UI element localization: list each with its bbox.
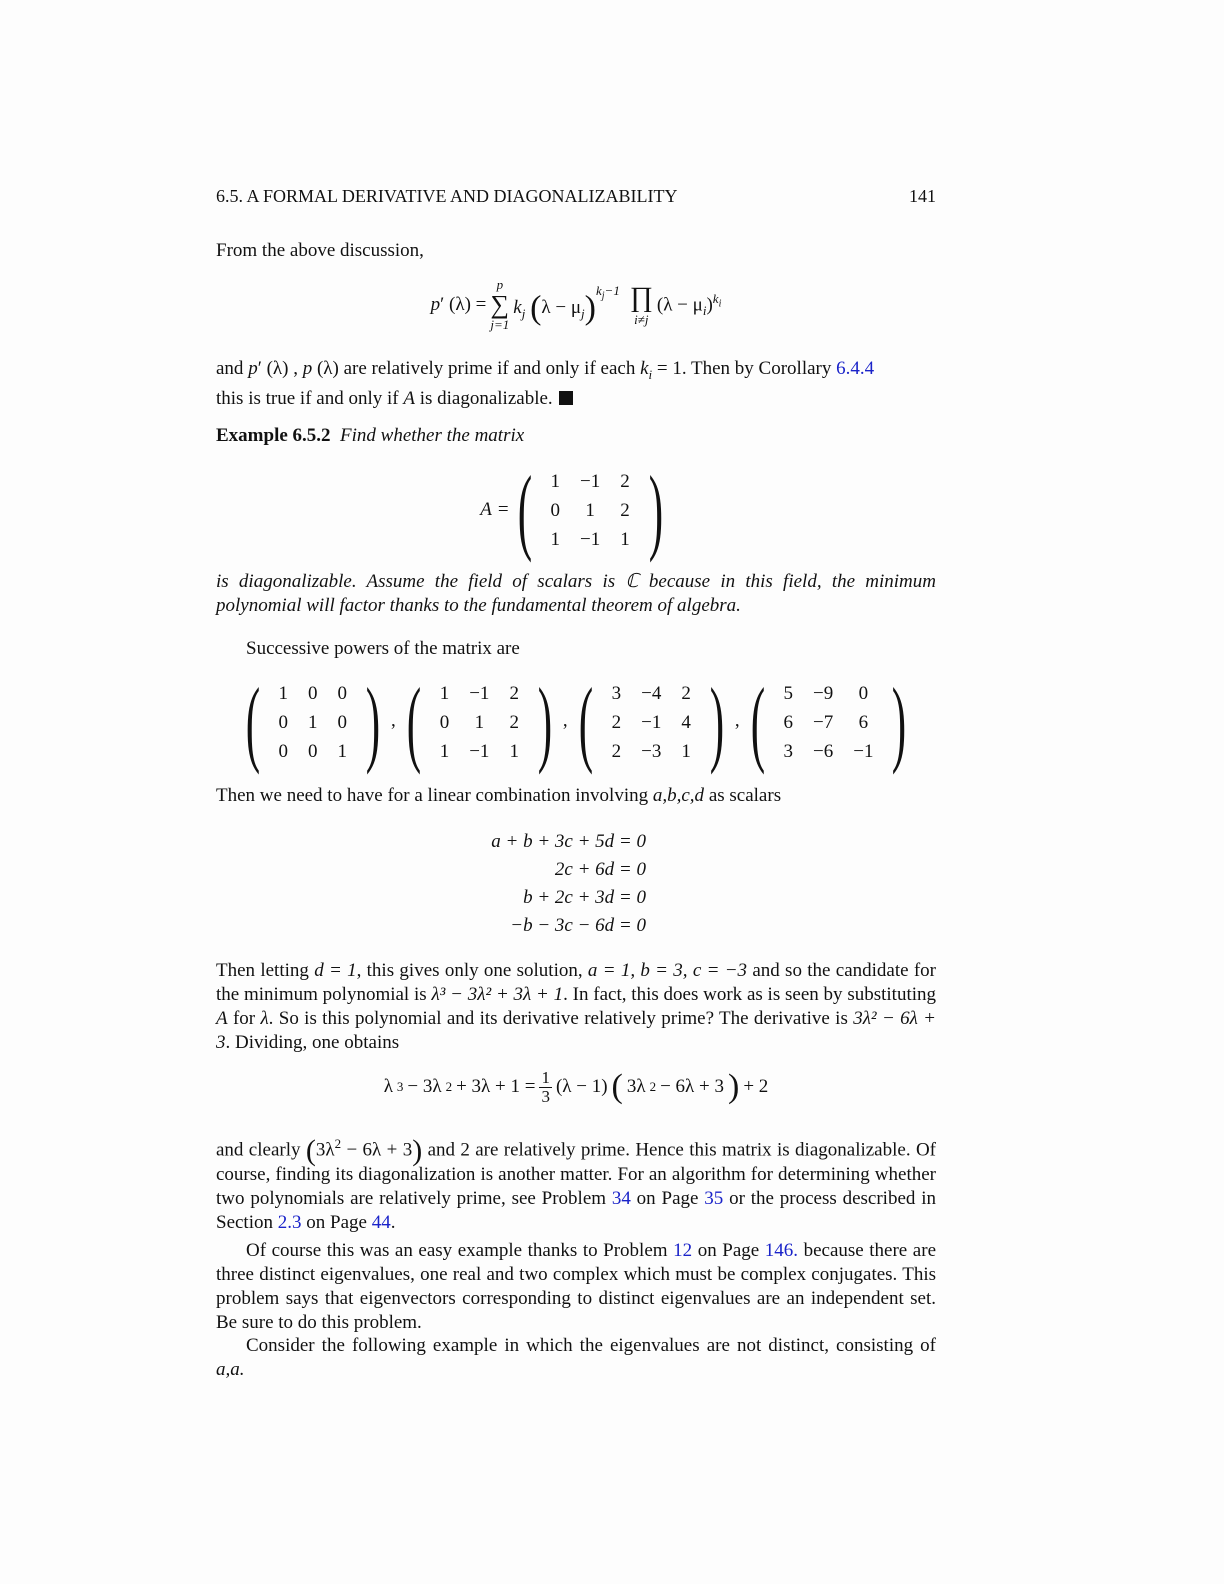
- matrix-power-1-cell: 1: [439, 682, 450, 704]
- matrix-power-2-cell: −1: [641, 711, 662, 733]
- matrix-A-cell: 1: [550, 528, 561, 550]
- example-statement: is diagonalizable. Assume the field of scalars is ℂ because in this field, the minimum polynomial will factor thanks to the fundamental theorem of algebra.: [216, 571, 936, 616]
- matrix-power-1-cell: 1: [474, 711, 485, 733]
- inline-math: 3λ² − 6λ + 3: [216, 1008, 937, 1053]
- separator-comma: ,: [734, 710, 740, 732]
- matrix-power-3-row: [774, 679, 884, 708]
- matrix-power-1-row: [430, 708, 529, 737]
- text-run: for: [227, 1008, 261, 1029]
- matrix-power-0-cell: 0: [337, 682, 348, 704]
- matrix-power-3-cell: 5: [783, 682, 794, 704]
- matrix-power-3-cell: 3: [783, 740, 794, 762]
- paragraph-relatively-prime: and p′ (λ) , p (λ) are relatively prime if and only if each $k_i = 1$. Then by Corollary 6.4.4 this is true if and only if A is diagonalizable.: [216, 358, 875, 409]
- paragraph-powers: Successive powers of the matrix are: [246, 638, 520, 659]
- system-equation: b + 2c + 3d = 0: [523, 887, 646, 908]
- text-run: . Dividing, one obtains: [225, 1032, 400, 1053]
- matrix-power-1: ( 1 −1 2 0 1 2 1 −1 1 ): [406, 668, 553, 775]
- matrix-A: [541, 467, 640, 554]
- separator-comma: ,: [391, 710, 396, 732]
- matrix-power-2-cell: 2: [611, 740, 622, 762]
- matrix-A-cell: 0: [550, 499, 561, 521]
- matrix-power-2-row: [602, 679, 701, 708]
- matrix-power-1-row: [430, 679, 529, 708]
- text-run: . In fact, this does work as is seen by substituting: [563, 984, 936, 1005]
- separator-comma: ,: [562, 710, 568, 732]
- matrix-power-0-cell: 0: [337, 711, 348, 733]
- link-problem-34[interactable]: 34: [611, 1187, 631, 1209]
- matrix-power-0-cell: 1: [308, 711, 318, 733]
- matrix-A-row: [541, 525, 640, 554]
- matrix-power-0-cell: 1: [278, 682, 289, 704]
- matrix-power-3-cell: −9: [813, 682, 834, 704]
- matrix-power-1-cell: 1: [439, 740, 450, 762]
- link-page-146[interactable]: 146.: [764, 1240, 799, 1261]
- matrix-power-2-cell: 4: [681, 711, 691, 733]
- matrix-power-3-cell: −7: [813, 711, 834, 733]
- link-page-35[interactable]: 35: [704, 1187, 724, 1209]
- system-equation: 2c + 6d = 0: [554, 859, 646, 880]
- inline-math: λ: [260, 1008, 269, 1029]
- matrix-power-3: ( 5 −9 0 6 −7 6 3 −6 −1 ): [750, 668, 907, 775]
- inline-math: a = 1, b = 3, c = −3: [587, 960, 748, 981]
- system-equation: −b − 3c − 6d = 0: [510, 915, 646, 936]
- matrix-A-cell: 1: [620, 528, 630, 550]
- matrix-power-2-cell: 3: [611, 682, 622, 704]
- matrix-powers: [216, 668, 936, 775]
- link-problem-12[interactable]: 12: [673, 1240, 693, 1261]
- matrix-A-cell: −1: [580, 528, 601, 550]
- matrix-power-0-cell: 1: [337, 740, 348, 762]
- text-run: . So is this polynomial and its derivative relatively prime? The derivative is: [268, 1008, 854, 1029]
- matrix-power-1-row: [430, 737, 529, 766]
- matrix-A-row: [541, 467, 640, 496]
- matrix-power-1-cell: 2: [509, 682, 519, 704]
- matrix-power-1-cell: −1: [469, 740, 490, 762]
- matrix-power-1-cell: 2: [509, 711, 519, 733]
- matrix-power-3-cell: 6: [858, 711, 869, 733]
- matrix-power-0-row: [269, 708, 358, 737]
- matrix-power-2-cell: 2: [681, 682, 691, 704]
- running-header: [216, 186, 936, 207]
- matrix-power-0-cell: 0: [308, 740, 318, 762]
- matrix-power-0-cell: 0: [278, 711, 289, 733]
- matrix-power-1-cell: 1: [509, 740, 519, 762]
- qed-symbol: [559, 391, 573, 405]
- matrix-A-cell: 2: [620, 499, 630, 521]
- matrix-power-2-cell: 1: [681, 740, 691, 762]
- matrix-A-row: [541, 496, 640, 525]
- matrix-power-0-row: [269, 679, 358, 708]
- matrix-A-cell: 2: [620, 470, 630, 492]
- matrix-power-3-cell: −1: [853, 740, 874, 762]
- paragraph-easy-example: Of course this was an easy example thanks to Problem 12 on Page 146. because there are three distinct eigenvalues, one real and two complex which must be complex conjugates. This problem says that eigenvectors corresponding to distinct eigenvalues are an independent set. Be sure to do this problem.: [216, 1240, 937, 1333]
- matrix-power-3-cell: 6: [783, 711, 794, 733]
- matrix-power-0-cell: 0: [308, 682, 318, 704]
- inline-math: A: [216, 1008, 228, 1029]
- matrix-power-2-cell: −4: [641, 682, 662, 704]
- system-equation: a + b + 3c + 5d = 0: [491, 831, 646, 852]
- link-section-2-3[interactable]: 2.3: [277, 1211, 302, 1233]
- matrix-power-0-cell: 0: [278, 740, 289, 762]
- matrix-power-3-cell: −6: [813, 740, 834, 762]
- matrix-power-3-row: [774, 737, 884, 766]
- paragraph-conclusion: and clearly $(3\lambda^2 - 6\lambda + 3)$ and 2 are relatively prime. Hence this matrix is diagonalizable. Of course, finding its diagonalization is another matter. For an algorithm for determining whether two polynomials are relatively prime, see Problem 34 on Page 35 or the process described in Section 2.3 on Page 44.: [216, 1133, 936, 1233]
- matrix-power-1-cell: −1: [469, 682, 490, 704]
- matrix-power-0: ( 1 0 0 0 1 0 0 0 1 ): [245, 668, 381, 775]
- matrix-power-3-row: [774, 708, 884, 737]
- matrix-A-equation: A = ( 1 −1 2 0 1 2 1 −1 1 ): [480, 456, 663, 563]
- link-page-44[interactable]: 44: [371, 1211, 391, 1233]
- matrix-power-2-row: [602, 737, 701, 766]
- matrix-power-1-cell: 0: [439, 711, 450, 733]
- paragraph-intro: From the above discussion,: [216, 240, 424, 261]
- matrix-power-2-cell: −3: [641, 740, 662, 762]
- example-heading: Example 6.5.2 Find whether the matrix: [216, 425, 525, 446]
- text-run: and so the candidate for the minimum polynomial is: [216, 960, 937, 1005]
- page-number: 141: [909, 186, 936, 206]
- matrix-A-cell: 1: [585, 499, 595, 521]
- paragraph-solution: [216, 959, 936, 1055]
- matrix-power-3-cell: 0: [858, 682, 869, 704]
- text-run: Then letting: [216, 960, 315, 981]
- equation-system: [216, 828, 936, 940]
- matrix-power-0-row: [269, 737, 358, 766]
- matrix-power-2-row: [602, 708, 701, 737]
- matrix-power-2-cell: 2: [611, 711, 622, 733]
- matrix-A-cell: −1: [580, 470, 601, 492]
- link-corollary[interactable]: 6.4.4: [836, 358, 875, 379]
- paragraph-next-example: Consider the following example in which the eigenvalues are not distinct, consisting of a,a.: [216, 1335, 936, 1380]
- text-run: , this gives only one solution,: [356, 960, 588, 981]
- matrix-A-cell: 1: [550, 470, 561, 492]
- equation-derivative: p′ (λ) = p ∑ j=1 $k_j$ $(\lambda - \mu_j)^{k_j-1}$ ∏ i≠j $(\lambda - \mu_i)^{k_i}$: [430, 277, 722, 332]
- section-title: 6.5. A FORMAL DERIVATIVE AND DIAGONALIZABILITY: [216, 186, 678, 206]
- paragraph-linear-combination: Then we need to have for a linear combination involving a,b,c,d as scalars: [216, 785, 782, 806]
- equation-division: λ 3 − 3λ 2 + 3λ + 1 = $\frac{1}{3}$ (λ − 1) ( 3λ 2 − 6λ + 3 ) + 2: [383, 1067, 769, 1106]
- inline-math: d = 1: [314, 960, 357, 981]
- matrix-power-2: ( 3 −4 2 2 −1 4 2 −3 1 ): [578, 668, 725, 775]
- inline-math: λ³ − 3λ² + 3λ + 1: [431, 984, 564, 1005]
